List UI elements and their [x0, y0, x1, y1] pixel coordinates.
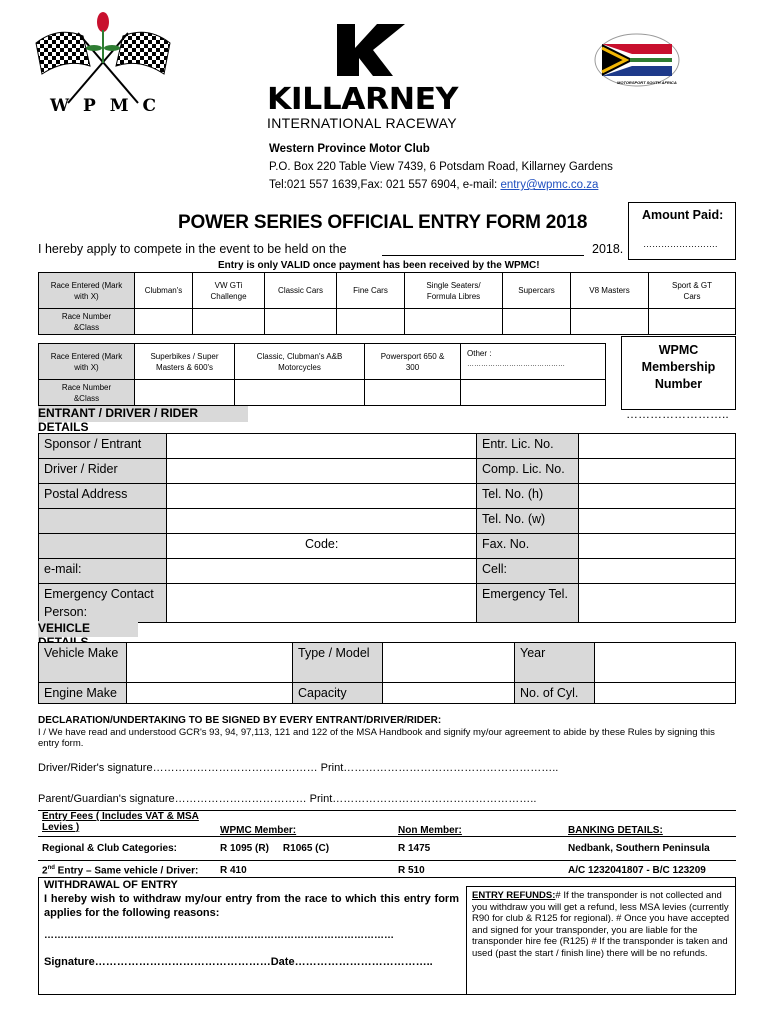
class-fine-cars[interactable]: Fine Cars: [337, 273, 405, 309]
no-cyl-label: No. of Cyl.: [515, 683, 595, 704]
no-cyl-field[interactable]: [595, 683, 736, 704]
class-vw-gti[interactable]: VW GTi Challenge: [193, 273, 265, 309]
postal-address-field-2[interactable]: [167, 509, 477, 534]
class-powersport[interactable]: Powersport 650 & 300: [365, 344, 461, 380]
msa-logo-text: MOTORSPORT SOUTH AFRICA: [617, 80, 677, 85]
membership-dots: ……………………..: [626, 407, 729, 421]
member-fee-regional: R 1095 (R): [220, 843, 269, 854]
race-number-cell[interactable]: [337, 309, 405, 335]
club-contact-phone-fax: Tel:021 557 1639,Fax: 021 557 6904, e-mail:: [269, 179, 501, 191]
class-other[interactable]: [461, 344, 606, 380]
bank-name: Nedbank, Southern Peninsula: [564, 837, 736, 861]
refunds-heading: ENTRY REFUNDS:: [472, 890, 556, 901]
class-other-label: Other :: [467, 349, 492, 358]
tel-home-label: Tel. No. (h): [477, 484, 579, 509]
race-number-label: Race Number &Class: [39, 309, 135, 335]
postal-address-line-3: [39, 534, 167, 559]
amount-paid-label: Amount Paid:: [642, 208, 724, 222]
race-number-cell[interactable]: [649, 309, 736, 335]
refunds-text: [472, 890, 732, 959]
withdrawal-signature-line[interactable]: Signature…………………………………………Date………………………………..: [44, 956, 433, 968]
class-other-dots: ……………………………………: [467, 361, 565, 368]
emergency-tel-field[interactable]: [579, 584, 736, 623]
fees-col-entry: [38, 811, 216, 837]
fees-col-nonmember: [394, 811, 564, 837]
race-table-1: [38, 272, 736, 335]
cell-field[interactable]: [579, 559, 736, 584]
race-number-cell[interactable]: [235, 380, 365, 406]
driver-label: Driver / Rider: [39, 459, 167, 484]
comp-licence-label: Comp. Lic. No.: [477, 459, 579, 484]
driver-field[interactable]: [167, 459, 477, 484]
valid-note: Entry is only VALID once payment has been received by the WPMC!: [218, 260, 540, 271]
race-number-cell[interactable]: [135, 309, 193, 335]
killarney-name: KILLARNEY: [267, 82, 458, 117]
postal-address-label: Postal Address: [39, 484, 167, 509]
capacity-field[interactable]: [383, 683, 515, 704]
second-entry-text: Entry – Same vehicle / Driver:: [54, 865, 199, 877]
entrant-table: [38, 433, 736, 623]
race-number-cell[interactable]: [461, 380, 606, 406]
membership-box[interactable]: [621, 336, 736, 410]
club-email-link[interactable]: entry@wpmc.co.za: [500, 179, 599, 191]
apply-text: I hereby apply to compete in the event to be held on the: [38, 242, 347, 256]
bank-account: A/C 1232041807 - B/C 123209: [568, 865, 706, 877]
race-number-cell[interactable]: [265, 309, 337, 335]
class-classic-cars[interactable]: Classic Cars: [265, 273, 337, 309]
withdrawal-heading: WITHDRAWAL OF ENTRY: [44, 879, 178, 891]
banking-heading: BANKING DETAILS:: [568, 825, 663, 836]
cell-label: Cell:: [477, 559, 579, 584]
race-number-cell[interactable]: [405, 309, 503, 335]
club-contact: [269, 179, 598, 191]
class-classic-motorcycles[interactable]: Classic, Clubman's A&B Motorcycles: [235, 344, 365, 380]
fees-col-banking: [564, 811, 736, 837]
driver-signature-line[interactable]: Driver/Rider's signature……………………………………… Print…………………………………………………..: [38, 762, 559, 774]
killarney-subtitle: INTERNATIONAL RACEWAY: [267, 115, 457, 131]
withdrawal-text: I hereby wish to withdraw my/our entry from the race to which this entry form applies for the following reasons:: [44, 893, 459, 919]
entrant-licence-field[interactable]: [579, 434, 736, 459]
member-heading: WPMC Member:: [220, 825, 297, 836]
second-entry-member-fee: R 410: [220, 865, 247, 877]
fax-field[interactable]: [579, 534, 736, 559]
postal-address-field[interactable]: [167, 484, 477, 509]
regional-category-label: Regional & Club Categories:: [38, 837, 216, 861]
second-entry-suffix: nd: [47, 865, 55, 872]
race-number-label-2: Race Number &Class: [39, 380, 135, 406]
member-fee-club: R1065 (C): [282, 843, 330, 854]
engine-make-field[interactable]: [127, 683, 293, 704]
entrant-licence-label: Entr. Lic. No.: [477, 434, 579, 459]
postal-code-field[interactable]: [167, 534, 477, 559]
form-title: POWER SERIES OFFICIAL ENTRY FORM 2018: [178, 212, 588, 233]
race-number-cell[interactable]: [135, 380, 235, 406]
amount-paid-dots: …………………….: [643, 239, 718, 249]
tel-work-label: Tel. No. (w): [477, 509, 579, 534]
postal-address-line-2: [39, 509, 167, 534]
wpmc-logo: [28, 8, 178, 128]
club-address: P.O. Box 220 Table View 7439, 6 Potsdam Road, Killarney Gardens: [269, 161, 613, 173]
year-field[interactable]: [595, 643, 736, 683]
event-date-line[interactable]: [382, 255, 584, 256]
race-number-cell[interactable]: [365, 380, 461, 406]
member-fee: [216, 837, 394, 861]
vehicle-table: [38, 642, 736, 704]
tel-work-field[interactable]: [579, 509, 736, 534]
fees-col-member: [216, 811, 394, 837]
msa-logo: [592, 30, 682, 95]
second-entry-nonmember-fee: R 510: [398, 865, 425, 877]
apply-year: 2018.: [592, 242, 624, 256]
email-label: e-mail:: [39, 559, 167, 584]
nonmember-fee: R 1475: [394, 837, 564, 861]
vehicle-make-field[interactable]: [127, 643, 293, 683]
vehicle-make-label: Vehicle Make: [39, 643, 127, 683]
emergency-contact-field[interactable]: [167, 584, 477, 623]
club-name: Western Province Motor Club: [269, 143, 430, 155]
vehicle-heading: VEHICLE: [38, 621, 138, 637]
comp-licence-field[interactable]: [579, 459, 736, 484]
race-table-2: [38, 343, 606, 406]
year-label: Year: [515, 643, 595, 683]
killarney-logo: [265, 20, 485, 135]
sponsor-label: Sponsor / Entrant: [39, 434, 167, 459]
type-model-label: Type / Model: [293, 643, 383, 683]
capacity-label: Capacity: [293, 683, 383, 704]
fax-label: Fax. No.: [477, 534, 579, 559]
nonmember-heading: Non Member:: [398, 825, 462, 836]
class-supercars[interactable]: Supercars: [503, 273, 571, 309]
declaration-text: I / We have read and understood GCR's 93, 94, 97,113, 121 and 122 of the MSA Handbook and signify my/our agreement to abide by these Rules by signing this entry form.: [38, 727, 715, 749]
type-model-field[interactable]: [383, 643, 515, 683]
withdrawal-reason-line[interactable]: ……………………………………………………………………………………………: [44, 930, 394, 941]
emergency-tel-label: Emergency Tel.: [477, 584, 579, 623]
amount-paid-box[interactable]: [628, 202, 736, 260]
entry-fees-heading: Entry Fees ( Includes VAT & MSA Levies ): [42, 811, 199, 833]
membership-label: WPMC Membership Number: [641, 343, 716, 391]
fees-table: [38, 810, 736, 881]
second-entry-number: 2: [42, 865, 48, 877]
engine-make-label: Engine Make: [39, 683, 127, 704]
sponsor-field[interactable]: [167, 434, 477, 459]
class-superbikes[interactable]: Superbikes / Super Masters & 600's: [135, 344, 235, 380]
emergency-contact-label: Emergency Contact Person:: [39, 584, 167, 623]
email-field[interactable]: [167, 559, 477, 584]
postal-code-label: Code:: [305, 537, 339, 551]
entrant-heading: ENTRANT / DRIVER / RIDER DETAILS: [38, 406, 248, 422]
race-number-cell[interactable]: [571, 309, 649, 335]
parent-signature-line[interactable]: Parent/Guardian's signature……………………………… Print………………………………………………..: [38, 793, 537, 805]
race-number-cell[interactable]: [193, 309, 265, 335]
wpmc-logo-text: W P M C: [50, 96, 160, 116]
race-entered-label-2: Race Entered (Mark with X): [39, 344, 135, 380]
class-single-seaters[interactable]: Single Seaters/ Formula Libres: [405, 273, 503, 309]
race-number-cell[interactable]: [503, 309, 571, 335]
race-entered-label: Race Entered (Mark with X): [39, 273, 135, 309]
class-v8-masters[interactable]: V8 Masters: [571, 273, 649, 309]
class-clubmans[interactable]: Clubman's: [135, 273, 193, 309]
class-sport-gt[interactable]: Sport & GT Cars: [649, 273, 736, 309]
tel-home-field[interactable]: [579, 484, 736, 509]
refunds-body: # If the transponder is not collected and you withdraw you will get a refund, less MSA levies (currently R90 for club & R125 for regional). # Once you have accepted and signed for your transponder, you are liable for the transponder hire fee (R125) # If the transponder is taken and used (past the start / finish line) there will be no refunds.: [472, 890, 730, 959]
declaration-heading: DECLARATION/UNDERTAKING TO BE SIGNED BY EVERY ENTRANT/DRIVER/RIDER:: [38, 715, 442, 726]
